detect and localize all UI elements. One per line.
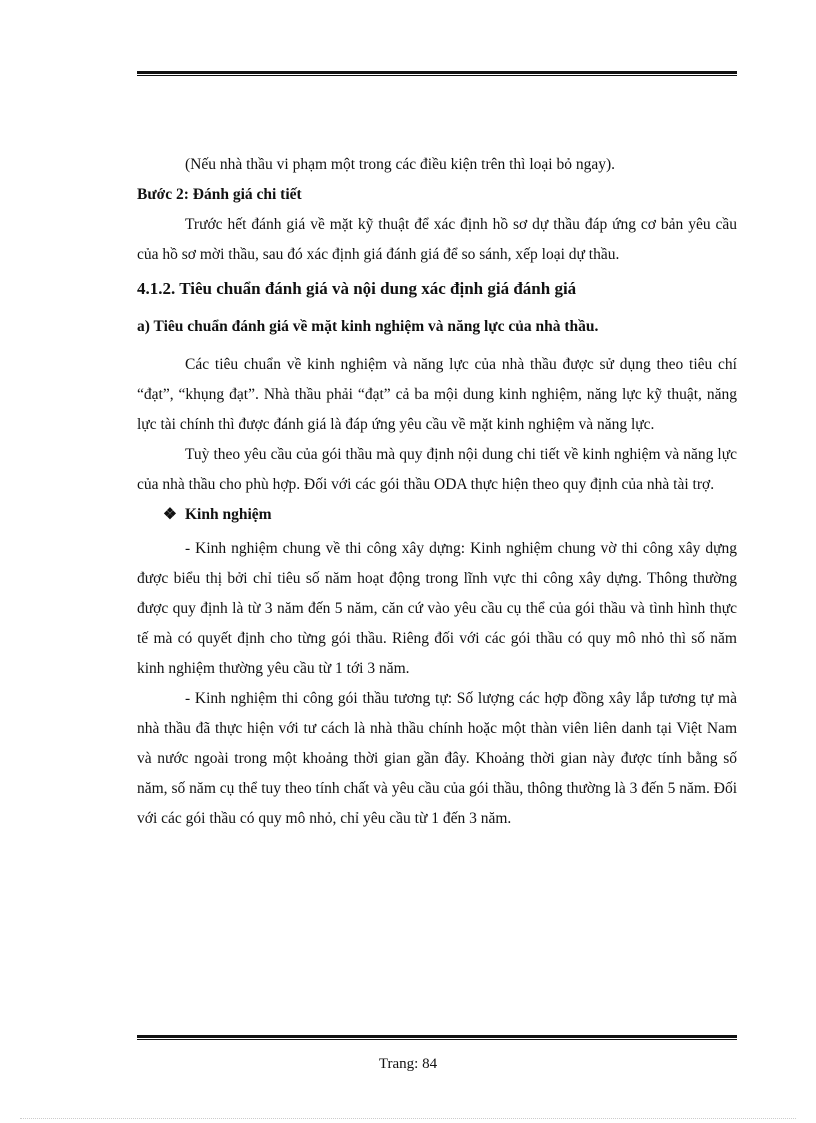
page-edge-divider: [20, 1118, 796, 1119]
paragraph-4: Tuỳ theo yêu cầu của gói thầu mà quy định nội dung chi tiết về kinh nghiệm và năng lực của nhà thầu cho phù hợp. Đối với các gói thầu ODA thực hiện theo quy định của nhà tài trợ.: [137, 446, 737, 493]
paragraph-2: Trước hết đánh giá về mặt kỹ thuật để xác định hồ sơ dự thầu đáp ứng cơ bản yêu cầu của hồ sơ mời thầu, sau đó xác định giá đánh giá để so sánh, xếp loại dự thầu.: [137, 216, 737, 263]
paragraph-5: - Kinh nghiệm chung về thi công xây dựng: Kinh nghiệm chung vờ thi công xây dựng được biểu thị bởi chỉ tiêu số năm hoạt động trong lĩnh vực thi công xây dựng. Thông thường được quy định là từ 3 năm đến 5 năm, căn cứ vào yêu cầu cụ thể của gói thầu và tình hình thực tế mà có quyết định cho từng gói thầu. Riêng đối với các gói thầu có quy mô nhỏ thì số năm kinh nghiệm thường yêu cầu từ 1 tới 3 năm.: [137, 540, 737, 677]
paragraph-3: Các tiêu chuẩn về kinh nghiệm và năng lực của nhà thầu được sử dụng theo tiêu chí “đạt”, “khụng đạt”. Nhà thầu phải “đạt” cả ba mội dung kinh nghiệm, năng lực kỹ thuật, năng lực tài chính thì được đánh giá là đáp ứng yêu cầu về mặt kinh nghiệm và năng lực.: [137, 356, 737, 433]
page-body: [137, 150, 737, 834]
page-number: Trang: 84: [378, 1056, 438, 1072]
paragraph-6: - Kinh nghiệm thi công gói thầu tương tự: Số lượng các hợp đồng xây lắp tương tự mà nhà thầu đã thực hiện với tư cách là nhà thầu chính hoặc một thàn viên liên danh tại Việt Nam và nước ngoài trong một khoảng thời gian gần đây. Khoảng thời gian này được tính bằng số năm, số năm cụ thể tuy theo tính chất và yêu cầu của gói thầu, thông thường là 3 đến 5 năm. Đối với các gói thầu có quy mô nhỏ, chỉ yêu cầu từ 1 đến 3 năm.: [137, 690, 737, 827]
header-rule: [137, 71, 737, 76]
bullet-heading: Kinh nghiệm: [185, 506, 272, 523]
diamond-bullet-icon: ❖: [163, 506, 177, 523]
footer-rule: [137, 1035, 737, 1040]
section-heading: 4.1.2. Tiêu chuẩn đánh giá và nội dung xác định giá đánh giá: [137, 279, 577, 298]
step-2-heading: Bước 2: Đánh giá chi tiết: [137, 186, 302, 203]
paragraph-1: (Nếu nhà thầu vi phạm một trong các điều kiện trên thì loại bỏ ngay).: [185, 156, 616, 173]
subsection-heading: a) Tiêu chuẩn đánh giá về mặt kinh nghiệm và năng lực của nhà thầu.: [137, 318, 599, 335]
bullet-kinh-nghiem: [137, 500, 737, 530]
